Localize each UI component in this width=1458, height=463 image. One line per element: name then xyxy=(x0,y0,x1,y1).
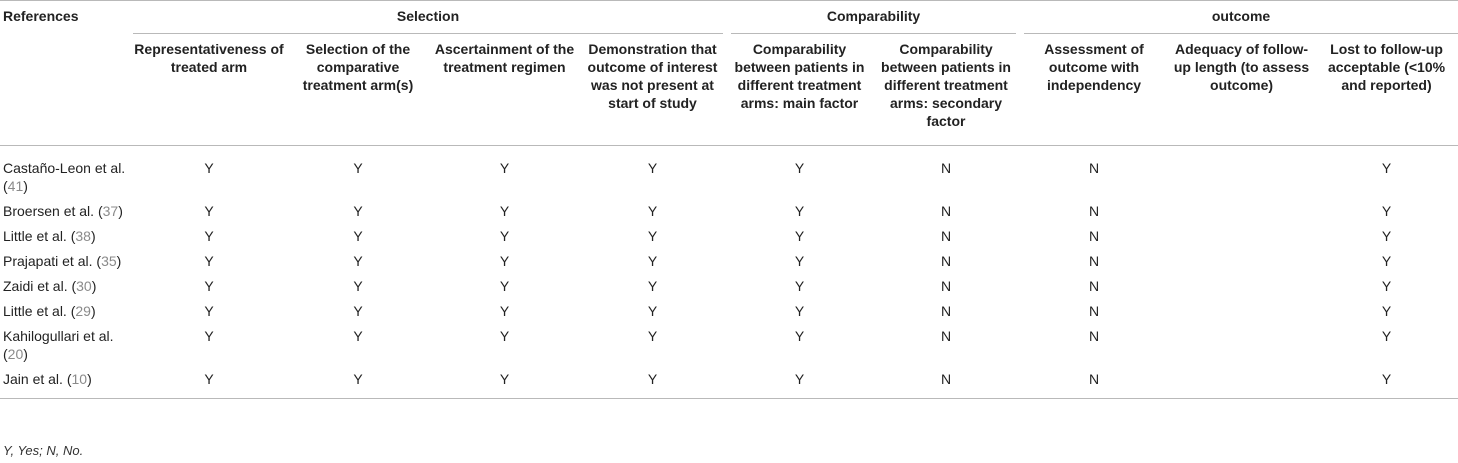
rating-cell: Y xyxy=(647,278,658,294)
rating-cell xyxy=(1168,324,1315,367)
reference-text: Little et al. ( xyxy=(3,303,76,319)
table-row xyxy=(0,299,1458,324)
reference-cell xyxy=(0,367,133,399)
reference-cell xyxy=(0,324,133,367)
reference-cell xyxy=(0,274,133,299)
rating-cell: Y xyxy=(1381,328,1392,344)
column-header-row xyxy=(0,34,1458,146)
rating-cell: N xyxy=(1088,228,1100,244)
column-header: Comparability between patients in different treatment arms: main factor xyxy=(734,41,865,111)
column-header: Representativeness of treated arm xyxy=(134,41,284,75)
rating-cell: Y xyxy=(353,278,363,294)
rating-cell: Y xyxy=(499,303,510,319)
rating-cell: N xyxy=(1088,160,1100,176)
group-header-comparability: Comparability xyxy=(727,6,1020,34)
rating-cell: N xyxy=(1088,371,1100,387)
citation-number[interactable]: 29 xyxy=(75,303,91,319)
table-row xyxy=(0,199,1458,224)
rating-cell: Y xyxy=(499,328,510,344)
column-header-empty xyxy=(0,34,133,146)
rating-cell: Y xyxy=(647,253,658,269)
rating-cell: N xyxy=(940,371,952,387)
rating-cell: Y xyxy=(499,228,510,244)
column-header: Adequacy of follow-up length (to assess outcome) xyxy=(1173,41,1310,93)
reference-text: Jain et al. ( xyxy=(3,371,72,387)
rating-cell: Y xyxy=(353,228,363,244)
rating-cell: N xyxy=(940,253,952,269)
group-header-row xyxy=(0,6,1458,34)
reference-text: Prajapati et al. ( xyxy=(3,253,102,269)
references-header: References xyxy=(3,8,79,24)
rating-cell: Y xyxy=(1381,371,1392,387)
rating-cell: Y xyxy=(353,303,363,319)
rating-cell xyxy=(1168,224,1315,249)
rating-cell: Y xyxy=(1381,253,1392,269)
reference-close: ) xyxy=(90,303,96,319)
rating-cell: N xyxy=(940,328,952,344)
reference-text: Broersen et al. ( xyxy=(3,203,103,219)
rating-cell: Y xyxy=(499,371,510,387)
reference-close: ) xyxy=(23,178,28,194)
rating-cell: Y xyxy=(204,303,214,319)
rating-cell: N xyxy=(1088,253,1100,269)
rating-cell: Y xyxy=(499,253,510,269)
rating-cell: Y xyxy=(647,228,658,244)
rating-cell xyxy=(1168,249,1315,274)
rating-cell: N xyxy=(940,278,952,294)
rating-cell: N xyxy=(940,160,952,176)
reference-text: Castaño-Leon et al. ( xyxy=(3,160,126,194)
column-header: Demonstration that outcome of interest was not present at start of study xyxy=(587,41,718,111)
rating-cell: Y xyxy=(1381,278,1392,294)
rating-cell: Y xyxy=(647,328,658,344)
table-row xyxy=(0,249,1458,274)
rating-cell: N xyxy=(940,303,952,319)
table-row xyxy=(0,146,1458,200)
rating-cell: Y xyxy=(647,303,658,319)
reference-text: Kahilogullari et al. ( xyxy=(3,328,114,362)
rating-cell: Y xyxy=(794,228,805,244)
column-header: Selection of the comparative treatment arm(s) xyxy=(302,41,414,93)
reference-cell xyxy=(0,199,133,224)
rating-cell: N xyxy=(1088,203,1100,219)
table-body xyxy=(0,146,1458,399)
reference-close: ) xyxy=(116,253,122,269)
reference-close: ) xyxy=(118,203,123,219)
quality-assessment-table xyxy=(0,6,1458,399)
table-row xyxy=(0,274,1458,299)
column-header: Comparability between patients in different treatment arms: secondary factor xyxy=(881,41,1011,129)
rating-cell: Y xyxy=(1381,203,1392,219)
rating-cell xyxy=(1168,199,1315,224)
reference-close: ) xyxy=(90,228,96,244)
rating-cell: Y xyxy=(499,203,510,219)
rating-cell: Y xyxy=(794,203,805,219)
reference-cell xyxy=(0,224,133,249)
rating-cell: Y xyxy=(647,203,658,219)
rating-cell xyxy=(1168,274,1315,299)
rating-cell: Y xyxy=(794,303,805,319)
rating-cell: Y xyxy=(1381,160,1392,176)
table-row xyxy=(0,367,1458,399)
rating-cell: Y xyxy=(794,371,805,387)
table-footnote: Y, Yes; N, No. xyxy=(3,443,84,458)
rating-cell: Y xyxy=(353,371,363,387)
reference-text: Zaidi et al. ( xyxy=(3,278,77,294)
citation-number[interactable]: 37 xyxy=(102,203,119,219)
rating-cell: Y xyxy=(204,253,214,269)
reference-text: Little et al. ( xyxy=(3,228,76,244)
reference-cell xyxy=(0,249,133,274)
citation-number[interactable]: 41 xyxy=(7,178,24,194)
rating-cell: Y xyxy=(647,371,658,387)
citation-number[interactable]: 20 xyxy=(7,346,24,362)
rating-cell: Y xyxy=(204,328,214,344)
reference-cell xyxy=(0,299,133,324)
rating-cell: Y xyxy=(204,228,214,244)
rating-cell: Y xyxy=(353,160,363,176)
table-row xyxy=(0,324,1458,367)
reference-close: ) xyxy=(87,371,92,387)
rating-cell xyxy=(1168,299,1315,324)
rating-cell: Y xyxy=(794,253,805,269)
reference-close: ) xyxy=(91,278,97,294)
rating-cell: Y xyxy=(794,278,805,294)
rating-cell: Y xyxy=(794,160,805,176)
rating-cell: Y xyxy=(204,278,214,294)
rating-cell: Y xyxy=(499,160,510,176)
group-header-selection: Selection xyxy=(133,6,727,34)
rating-cell: Y xyxy=(353,253,363,269)
rating-cell: N xyxy=(1088,278,1100,294)
rating-cell: N xyxy=(1088,303,1100,319)
citation-number[interactable]: 10 xyxy=(71,371,88,387)
rating-cell: N xyxy=(1088,328,1100,344)
citation-number[interactable]: 30 xyxy=(76,278,92,294)
rating-cell xyxy=(1168,146,1315,200)
citation-number[interactable]: 35 xyxy=(101,253,117,269)
citation-number[interactable]: 38 xyxy=(75,228,91,244)
rating-cell: N xyxy=(940,228,952,244)
rating-cell: Y xyxy=(353,328,363,344)
rating-cell: Y xyxy=(1381,228,1392,244)
column-header: Lost to follow-up acceptable (<10% and reported) xyxy=(1327,41,1446,93)
top-rule xyxy=(0,0,1458,1)
rating-cell xyxy=(1168,367,1315,399)
rating-cell: Y xyxy=(353,203,363,219)
rating-cell: Y xyxy=(204,160,214,176)
group-header-outcome: outcome xyxy=(1020,6,1458,34)
column-header: Ascertainment of the treatment regimen xyxy=(434,41,575,75)
reference-cell xyxy=(0,146,133,200)
rating-cell: N xyxy=(940,203,952,219)
rating-cell: Y xyxy=(647,160,658,176)
column-header: Assessment of outcome with independency xyxy=(1044,41,1144,93)
rating-cell: Y xyxy=(204,371,214,387)
rating-cell: Y xyxy=(204,203,214,219)
reference-close: ) xyxy=(23,346,28,362)
rating-cell: Y xyxy=(499,278,510,294)
rating-cell: Y xyxy=(794,328,805,344)
table-row xyxy=(0,224,1458,249)
rating-cell: Y xyxy=(1381,303,1392,319)
